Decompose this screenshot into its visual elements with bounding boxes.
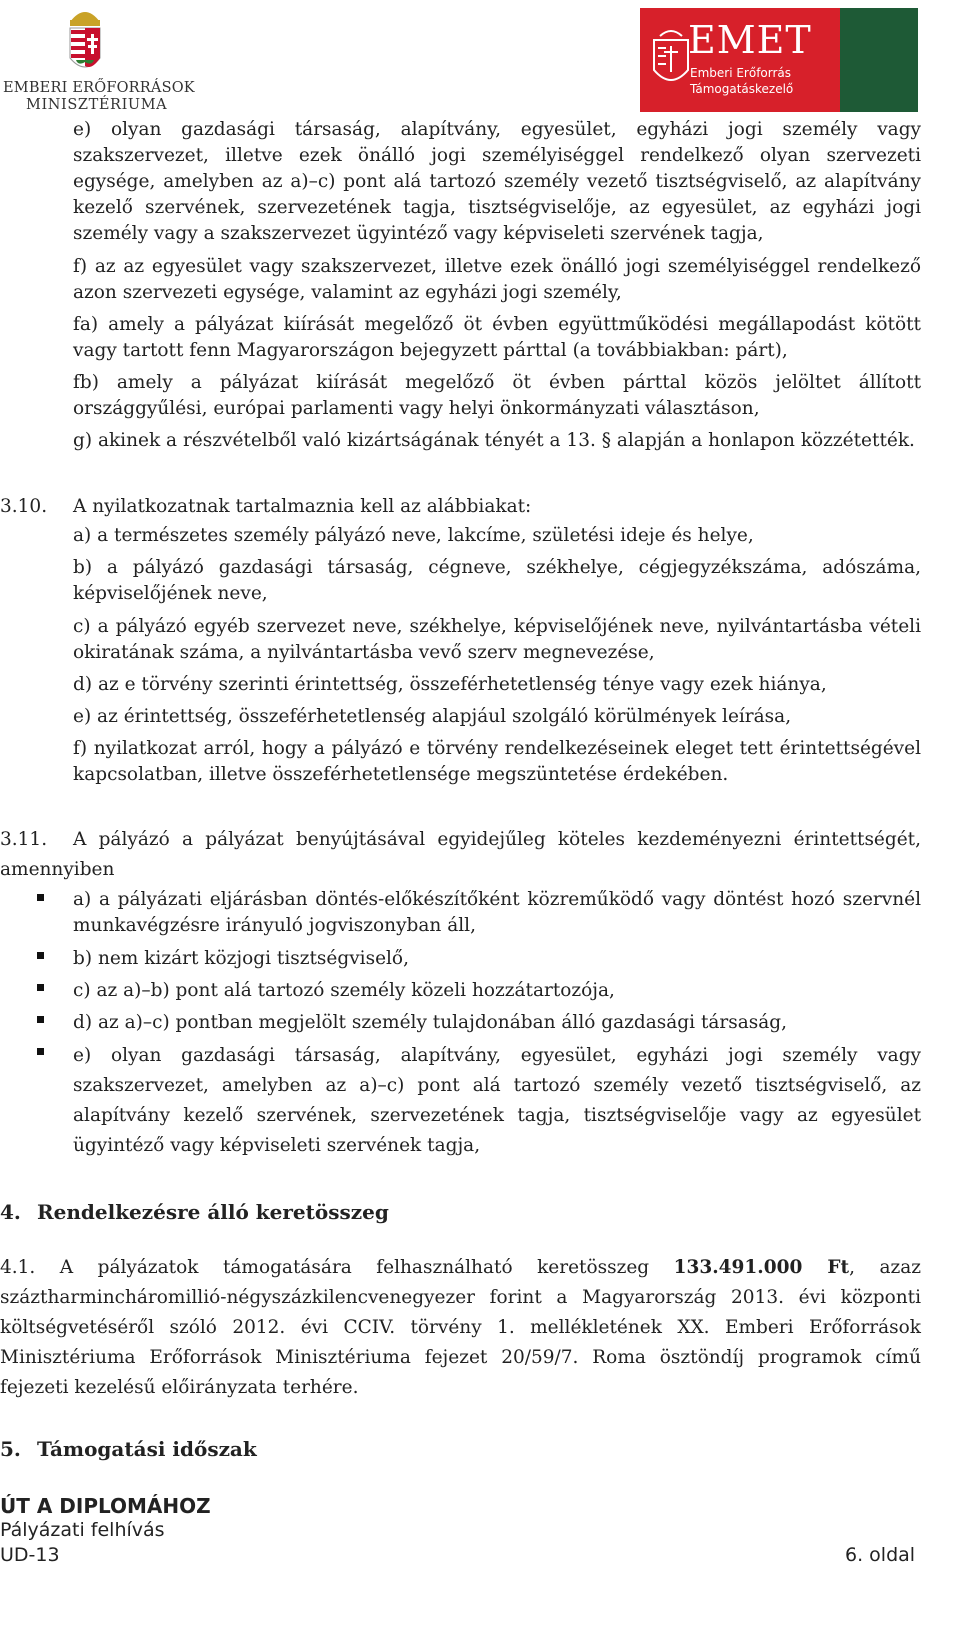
emet-logo (640, 8, 840, 112)
section-4-1-paragraph (0, 1253, 921, 1403)
item-g-3-9: g) akinek a részvételből való kizártságának tényét a 13. § alapján a honlapon közzétették. (73, 430, 915, 451)
section-3-10-f: f) nyilatkozat arról, hogy a pályázó e törvény rendelkezéseinek eleget tett érintettségével kapcsolatban, illetve összeférhetetlensége megszüntetése érdekében. (73, 738, 921, 785)
section-3-10-number: 3.10. (0, 496, 48, 517)
section-3-10-e: e) az érintettség, összeférhetetlenség alapjául szolgáló körülmények leírása, (73, 706, 792, 727)
footer-code: UD-13 (0, 1544, 60, 1566)
item-fb-3-9: fb) amely a pályázat kiírását megelőző öt évben párttal közös jelöltet állított országgyűlési, európai parlamenti vagy helyi önkormányzati választáson, (73, 372, 921, 419)
emet-title: EMET (688, 18, 812, 62)
footer-title: ÚT A DIPLOMÁHOZ (0, 1494, 211, 1518)
footer-page-number: 6. oldal (845, 1544, 916, 1566)
section-3-11-bullet-e: e) olyan gazdasági társaság, alapítvány, egyesület, egyházi jogi személy vagy szakszervezet, amelyben az a)–c) pont alá tartozó személy vezető tisztségviselő, az alapítvány kezelő szervének, szervezetének tagja, tisztségviselője vagy az egyesület ügyintéző vagy képviseleti szervének tagja, (73, 1045, 921, 1156)
section-3-10-d: d) az e törvény szerinti érintettség, összeférhetetlenség ténye vagy ezek hiánya, (73, 674, 827, 695)
section-3-11-number: 3.11. (0, 829, 48, 850)
section-3-11-intro: A pályázó a pályázat benyújtásával egyidejűleg köteles kezdeményezni érintettségét, (73, 829, 921, 850)
ministry-name-line1: EMBERI ERŐFORRÁSOK (3, 80, 195, 96)
section-4-number: 4. (0, 1200, 21, 1224)
bullet-square-icon (37, 1048, 44, 1055)
ministry-name-line2: MINISZTÉRIUMA (26, 97, 168, 113)
section-4-1-amount: 133.491.000 Ft (673, 1257, 850, 1278)
item-e-3-9: e) olyan gazdasági társaság, alapítvány, egyesület, egyházi jogi személy vagy szakszervezet, illetve ezek önálló jogi személyiséggel rendelkező olyan szervezeti egysége, amelyben az a)–c) pont alá tartozó személy vezető tisztségviselő, az alapítvány kezelő szervének, szervezetének tagja, tisztségviselője, az egyesület, az egyházi jogi személy vagy a szakszervezet ügyintéző vagy képviseleti szervének tagja, (73, 119, 921, 244)
section-3-10-b: b) a pályázó gazdasági társaság, cégneve, székhelye, cégjegyzékszáma, adószáma, képviselőjének neve, (73, 557, 921, 604)
section-4-1-rest: , azaz száztharmincháromillió-négyszázkilencvenegyezer forint a Magyarország 2013. évi központi költségvetéséről szóló 2012. évi CCIV. törvény 1. mellékletének XX. Emberi Erőforrások Minisztériuma Erőforrások Minisztériuma fejezet 20/59/7. Roma ösztöndíj programok című fejezeti kezelésű előirányzata terhére. (0, 1257, 921, 1398)
section-3-10-intro: A nyilatkozatnak tartalmaznia kell az alábbiakat: (73, 496, 532, 517)
section-3-11-bullet-b: b) nem kizárt közjogi tisztségviselő, (73, 948, 409, 969)
section-4-1-start: 4.1. A pályázatok támogatására felhasználható keretösszeg (0, 1257, 650, 1278)
bullet-square-icon (37, 894, 44, 901)
section-5-heading: Támogatási időszak (37, 1437, 257, 1461)
item-f-3-9: f) az az egyesület vagy szakszervezet, illetve ezek önálló jogi személyiséggel rendelkező azon szervezeti egysége, valamint az egyházi jogi személy, (73, 256, 921, 303)
section-3-11-bullet-d: d) az a)–c) pontban megjelölt személy tulajdonában álló gazdasági társaság, (73, 1012, 788, 1033)
section-3-11-bullet-c: c) az a)–b) pont alá tartozó személy közeli hozzátartozója, (73, 980, 615, 1001)
emet-subtitle-1: Emberi Erőforrás (690, 66, 792, 80)
section-3-11-intro-line2: amennyiben (0, 859, 115, 880)
section-5-number: 5. (0, 1437, 21, 1461)
item-fa-3-9: fa) amely a pályázat kiírását megelőző öt évben együttműködési megállapodást kötött vagy tartott fenn Magyarországon bejegyzett párttal (a továbbiakban: párt), (73, 314, 921, 361)
bullet-square-icon (37, 984, 44, 991)
emet-logo-green-band (840, 8, 918, 112)
section-3-10-a: a) a természetes személy pályázó neve, lakcíme, születési ideje és helye, (73, 525, 754, 546)
section-3-10-c: c) a pályázó egyéb szervezet neve, székhelye, képviselőjének neve, nyilvántartásba vételi okiratának száma, a nyilvántartásba vevő szerv megnevezése, (73, 616, 921, 663)
bullet-square-icon (37, 952, 44, 959)
bullet-square-icon (37, 1016, 44, 1023)
section-3-11-bullet-a: a) a pályázati eljárásban döntés-előkészítőként közreműködő vagy döntést hozó szervnél munkavégzésre irányuló jogviszonyban áll, (73, 889, 921, 936)
emet-subtitle-2: Támogatáskezelő (690, 82, 794, 96)
ministry-logo (0, 0, 195, 115)
footer-subtitle: Pályázati felhívás (0, 1519, 165, 1541)
section-4-heading: Rendelkezésre álló keretösszeg (37, 1200, 389, 1224)
